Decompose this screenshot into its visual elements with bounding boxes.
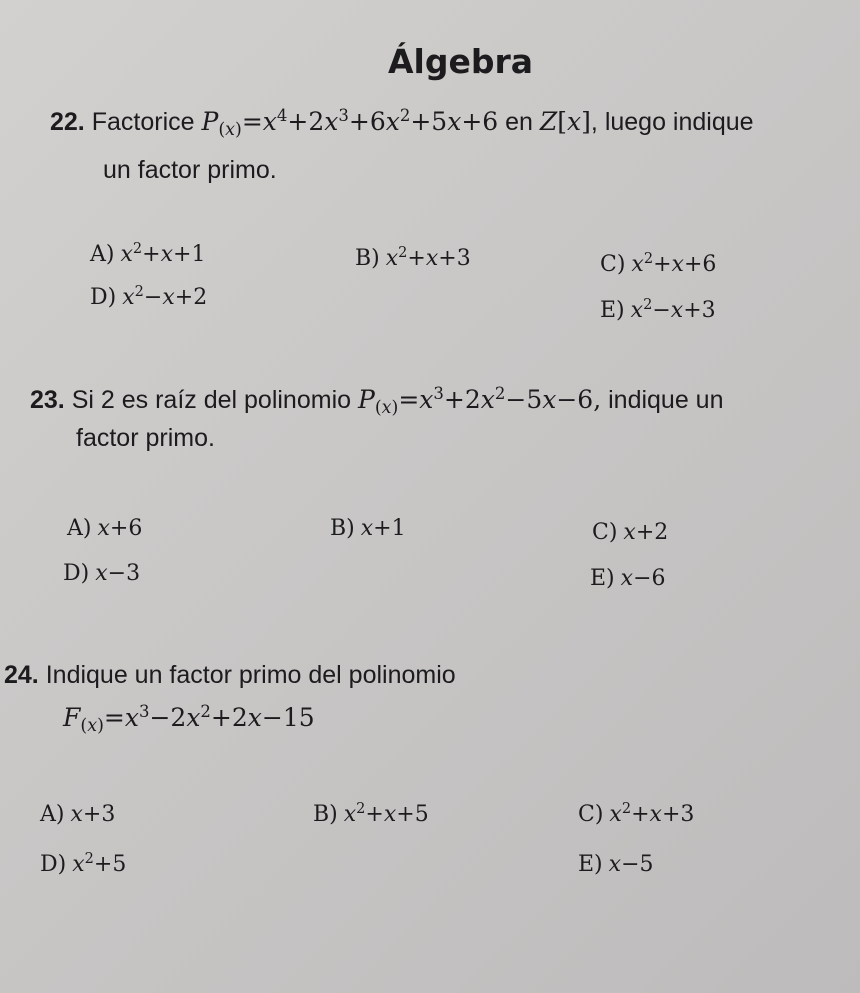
option-expr: $x^2+x+6$: [631, 251, 717, 277]
option-e[interactable]: E) $x^2-x+3$: [600, 297, 716, 323]
option-d[interactable]: D) x−3: [63, 561, 141, 586]
polynomial-expression: $P_{(x)}=x^3+2x^2-5x-6$,: [357, 383, 602, 419]
question-22: [50, 107, 754, 140]
ring-text: en Z[x],: [505, 107, 598, 136]
question-number: 22.: [50, 108, 85, 136]
option-expr: x+2: [623, 520, 669, 545]
question-number: 24.: [4, 661, 39, 689]
option-expr: $x^2+5$: [72, 851, 127, 877]
option-expr: $x^2-x+2$: [122, 284, 208, 310]
option-a[interactable]: A) $x^2+x+1$: [90, 241, 206, 267]
option-d[interactable]: D) $x^2+5$: [40, 851, 127, 877]
option-expr: x−5: [608, 852, 654, 877]
option-a[interactable]: A) x+3: [40, 802, 116, 827]
polynomial-expression: $P_{(x)}=x^4+2x^3+6x^2+5x+6$: [201, 105, 499, 141]
option-b[interactable]: B) $x^2+x+5$: [313, 801, 429, 827]
option-expr: $x^2-x+3$: [630, 297, 716, 323]
option-expr: x+1: [360, 516, 406, 541]
question-suffix: luego indique: [604, 108, 754, 136]
option-expr: x−3: [95, 561, 141, 586]
option-expr: $x^2+x+5$: [343, 801, 429, 827]
option-expr: x+3: [70, 802, 116, 827]
option-e[interactable]: E) x−5: [578, 852, 654, 877]
option-c[interactable]: C) x+2: [592, 520, 669, 545]
polynomial-expression: $F_{(x)}=x^3-2x^2+2x-15$: [63, 701, 315, 737]
option-b[interactable]: B) $x^2+x+3$: [355, 245, 471, 271]
question-line2: un factor primo.: [103, 156, 277, 184]
question-prefix: Factorice: [91, 108, 195, 136]
option-expr: x−6: [620, 566, 666, 591]
option-c[interactable]: C) $x^2+x+6$: [600, 251, 717, 277]
option-expr: x+6: [97, 516, 143, 541]
question-line2: factor primo.: [76, 424, 215, 452]
question-23: [30, 385, 724, 418]
option-e[interactable]: E) x−6: [590, 566, 666, 591]
option-expr: $x^2+x+1$: [120, 241, 206, 267]
option-a[interactable]: A) x+6: [67, 516, 143, 541]
option-d[interactable]: D) $x^2-x+2$: [90, 284, 208, 310]
page-title: Álgebra: [388, 42, 534, 81]
option-expr: $x^2+x+3$: [385, 245, 471, 271]
option-b[interactable]: B) x+1: [330, 516, 406, 541]
question-prefix: Indique un factor primo del polinomio: [45, 661, 456, 689]
question-number: 23.: [30, 386, 65, 414]
question-24: [4, 660, 456, 690]
question-prefix: Si 2 es raíz del polinomio: [71, 386, 352, 414]
question-suffix: indique un: [608, 386, 724, 414]
option-c[interactable]: C) $x^2+x+3$: [578, 801, 695, 827]
option-expr: $x^2+x+3$: [609, 801, 695, 827]
